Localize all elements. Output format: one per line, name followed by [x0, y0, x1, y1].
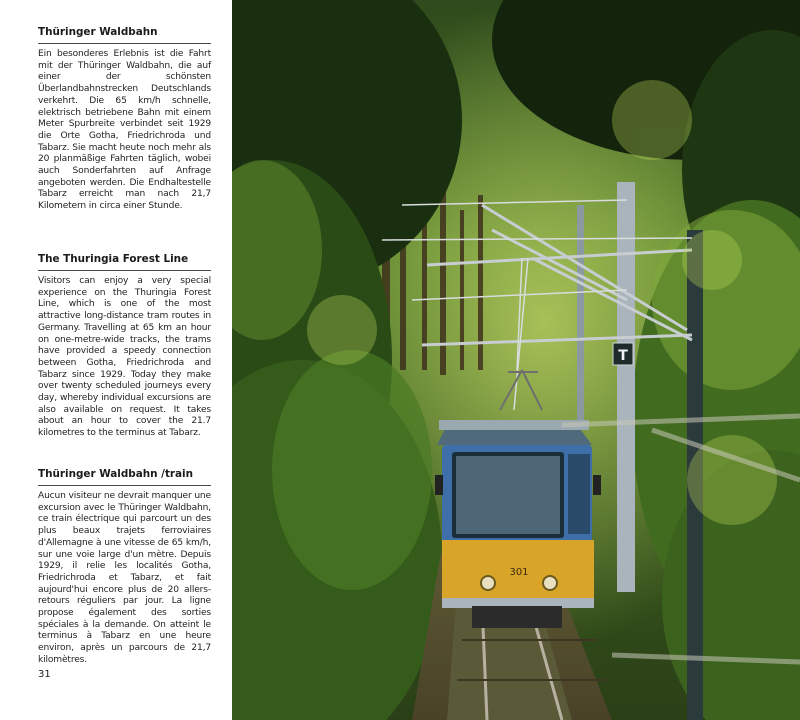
text-column	[0, 0, 232, 720]
section-german	[38, 26, 211, 213]
section-body: Aucun visiteur ne devrait manquer une excursion avec le Thüringer Waldbahn, ce train électrique qui parcourt un des plus beaux trajets ferroviaires d'Allemagne à une vitesse de 65 km/h, sur une voie large d'un mètre. Depuis 1929, il relie les localités Gotha, Friedrichroda et Tabarz, et fait aujourd'hui encore plus de 20 allers-retours réguliers par jour. La ligne propose également des sorties spéciales à la demande. On atteint le terminus à Tabarz en une heure environ, après un parcours de 21,7 kilomètres.	[38, 491, 211, 665]
section-body: Ein besonderes Erlebnis ist die Fahrt mit der Thüringer Waldbahn, die auf einer der schönsten Überlandbahnstrecken Deutschlands verkehrt. Die 65 km/h schnelle, elektrisch betriebene Bahn mit einem Meter Spurbreite verbindet seit 1929 die Orte Gotha, Friedrichroda und Tabarz. Sie macht heute noch mehr als 20 planmäßige Fahrten täglich, wobei auch Sonderfahrten auf Anfrage angeboten werden. Die Endhaltestelle Tabarz erreicht man nach 21,7 Kilometern in circa einer Stunde.	[38, 49, 211, 212]
section-title: Thüringer Waldbahn	[38, 26, 211, 44]
page-number: 31	[38, 669, 51, 680]
section-english	[38, 253, 211, 440]
section-body: Visitors can enjoy a very special experience on the Thuringia Forest Line, which is one of the most attractive long-distance tram routes in Germany. Travelling at 65 km an hour on one-metre-wide tracks, the trams have provided a speedy connection between Gotha, Friedrichroda and Tabarz since 1929. Today they make over twenty scheduled journeys every day, whereby individual excursions are also available on request. It takes about an hour to cover the 21.7 kilometres to the terminus at Tabarz.	[38, 276, 211, 439]
tram	[435, 420, 601, 628]
tram-forest-photo	[232, 0, 800, 720]
tram-number: 301	[509, 567, 529, 578]
section-title: Thüringer Waldbahn /train	[38, 468, 211, 486]
section-french	[38, 468, 211, 667]
tram-stop-sign: T	[618, 348, 628, 364]
section-title: The Thuringia Forest Line	[38, 253, 211, 271]
photo-illustration	[232, 0, 800, 720]
